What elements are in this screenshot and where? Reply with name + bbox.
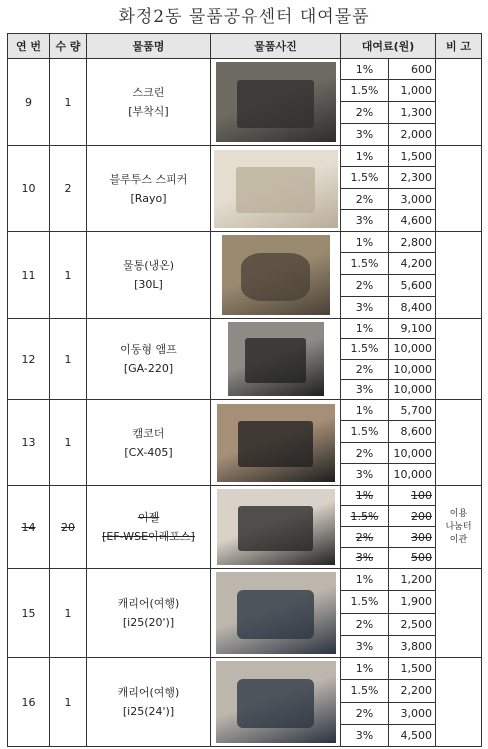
item-name: 물통(냉온) (122, 259, 175, 272)
item-name-cell (87, 400, 211, 486)
fee-rate: 1% (341, 486, 389, 506)
table-row (8, 486, 482, 506)
fee-amount: 1,500 (389, 146, 436, 167)
fee-rate: 1.5% (341, 591, 389, 613)
table-row (8, 232, 482, 253)
item-number: 15 (8, 569, 50, 658)
item-photo-cell (211, 146, 341, 232)
fee-rate: 2% (341, 275, 389, 296)
item-number: 13 (8, 400, 50, 486)
item-name-cell (87, 59, 211, 146)
item-model: [CX-405] (124, 445, 173, 459)
fee-rate: 3% (341, 724, 389, 746)
item-model: [EF-WSE이레포스] (102, 530, 195, 543)
fee-amount: 5,700 (389, 400, 436, 421)
carrier-20-photo (216, 572, 336, 654)
fee-rate: 3% (341, 123, 389, 145)
speaker-photo (214, 150, 338, 228)
fee-amount: 10,000 (389, 464, 436, 486)
item-number: 12 (8, 319, 50, 400)
item-name: 캐리어(여행) (117, 686, 180, 699)
item-photo-cell (211, 486, 341, 569)
item-number: 10 (8, 146, 50, 232)
fee-amount: 3,000 (389, 189, 436, 210)
item-model: [i25(20')] (122, 616, 175, 629)
fee-amount: 9,100 (389, 319, 436, 339)
fee-rate: 2% (341, 102, 389, 123)
amplifier-photo (228, 322, 324, 396)
item-note: 이용 나눔터 이관 (436, 486, 482, 569)
item-quantity: 1 (50, 569, 87, 658)
fee-rate: 3% (341, 547, 389, 568)
fee-amount: 2,300 (389, 167, 436, 189)
item-quantity: 1 (50, 400, 87, 486)
fee-rate: 1.5% (341, 339, 389, 359)
item-note (436, 658, 482, 747)
table-row (8, 400, 482, 421)
header-note: 비 고 (436, 34, 482, 59)
fee-rate: 1.5% (341, 80, 389, 102)
fee-amount: 8,400 (389, 296, 436, 318)
fee-amount: 2,500 (389, 613, 436, 635)
item-name: 캐리어(여행) (117, 597, 180, 610)
fee-amount: 5,600 (389, 275, 436, 296)
rental-items-table (7, 33, 482, 747)
item-photo-cell (211, 569, 341, 658)
table-row (8, 658, 482, 680)
fee-rate: 1.5% (341, 506, 389, 527)
table-row (8, 319, 482, 339)
fee-rate: 3% (341, 296, 389, 318)
item-note (436, 319, 482, 400)
header-qty: 수 량 (50, 34, 87, 59)
header-photo: 물품사진 (211, 34, 341, 59)
item-model: [30L] (134, 278, 163, 291)
fee-amount: 10,000 (389, 359, 436, 379)
fee-amount: 1,500 (389, 658, 436, 680)
fee-amount: 200 (389, 506, 436, 527)
fee-rate: 1% (341, 569, 389, 591)
fee-amount: 1,000 (389, 80, 436, 102)
item-note (436, 146, 482, 232)
fee-rate: 3% (341, 379, 389, 399)
item-model: [부착식] (128, 105, 169, 118)
item-quantity: 1 (50, 232, 87, 319)
item-model: [i25(24')] (122, 705, 175, 718)
screen-photo (216, 62, 336, 142)
fee-rate: 2% (341, 613, 389, 635)
fee-rate: 1.5% (341, 167, 389, 189)
item-note (436, 400, 482, 486)
item-model: [GA-220] (123, 362, 174, 375)
item-name: 이젤 (137, 511, 160, 524)
fee-amount: 4,200 (389, 253, 436, 275)
fee-amount: 1,900 (389, 591, 436, 613)
item-photo-cell (211, 400, 341, 486)
item-number: 14 (8, 486, 50, 569)
fee-rate: 2% (341, 443, 389, 464)
fee-rate: 3% (341, 635, 389, 657)
fee-rate: 1.5% (341, 253, 389, 275)
item-quantity: 2 (50, 146, 87, 232)
fee-amount: 300 (389, 527, 436, 547)
table-header-row (8, 34, 482, 59)
fee-rate: 1% (341, 319, 389, 339)
fee-rate: 1% (341, 232, 389, 253)
fee-amount: 10,000 (389, 443, 436, 464)
item-name: 스크린 (132, 86, 165, 99)
fee-rate: 1.5% (341, 421, 389, 443)
item-name: 블루투스 스피커 (109, 172, 188, 186)
fee-amount: 2,000 (389, 123, 436, 145)
fee-amount: 1,300 (389, 102, 436, 123)
fee-rate: 2% (341, 527, 389, 547)
fee-rate: 1% (341, 59, 389, 80)
item-note (436, 59, 482, 146)
item-quantity: 20 (50, 486, 87, 569)
fee-amount: 3,800 (389, 635, 436, 657)
fee-rate: 1% (341, 146, 389, 167)
fee-rate: 3% (341, 464, 389, 486)
fee-amount: 500 (389, 547, 436, 568)
fee-rate: 2% (341, 359, 389, 379)
fee-amount: 2,800 (389, 232, 436, 253)
fee-amount: 4,600 (389, 210, 436, 232)
carrier-24-photo (216, 661, 336, 743)
camcorder-photo (217, 404, 335, 482)
fee-amount: 1,200 (389, 569, 436, 591)
item-name-cell (87, 146, 211, 232)
fee-amount: 4,500 (389, 724, 436, 746)
item-number: 11 (8, 232, 50, 319)
item-name: 이동형 앰프 (120, 343, 177, 356)
item-quantity: 1 (50, 59, 87, 146)
table-row (8, 59, 482, 80)
item-photo-cell (211, 232, 341, 319)
easel-photo (217, 489, 335, 565)
item-note (436, 232, 482, 319)
item-number: 16 (8, 658, 50, 747)
fee-amount: 2,200 (389, 680, 436, 702)
item-model: [Rayo] (130, 191, 167, 205)
fee-rate: 3% (341, 210, 389, 232)
item-name: 캠코더 (132, 426, 165, 440)
fee-amount: 100 (389, 486, 436, 506)
fee-rate: 2% (341, 189, 389, 210)
header-no: 연 번 (8, 34, 50, 59)
table-row (8, 146, 482, 167)
header-name: 물품명 (87, 34, 211, 59)
fee-rate: 2% (341, 702, 389, 724)
fee-amount: 600 (389, 59, 436, 80)
fee-rate: 1% (341, 400, 389, 421)
fee-rate: 1% (341, 658, 389, 680)
page-title: 화정2동 물품공유센터 대여물품 (118, 7, 370, 27)
header-fee: 대여료(원) (341, 34, 436, 59)
item-name-cell (87, 658, 211, 747)
item-note (436, 569, 482, 658)
table-row (8, 569, 482, 591)
water-dispenser-photo (222, 235, 330, 315)
item-name-cell (87, 486, 211, 569)
item-name-cell (87, 569, 211, 658)
item-quantity: 1 (50, 319, 87, 400)
item-name-cell (87, 232, 211, 319)
item-quantity: 1 (50, 658, 87, 747)
item-photo-cell (211, 658, 341, 747)
fee-amount: 10,000 (389, 379, 436, 399)
item-photo-cell (211, 59, 341, 146)
item-number: 9 (8, 59, 50, 146)
fee-amount: 8,600 (389, 421, 436, 443)
item-photo-cell (211, 319, 341, 400)
item-name-cell (87, 319, 211, 400)
fee-rate: 1.5% (341, 680, 389, 702)
fee-amount: 3,000 (389, 702, 436, 724)
fee-amount: 10,000 (389, 339, 436, 359)
